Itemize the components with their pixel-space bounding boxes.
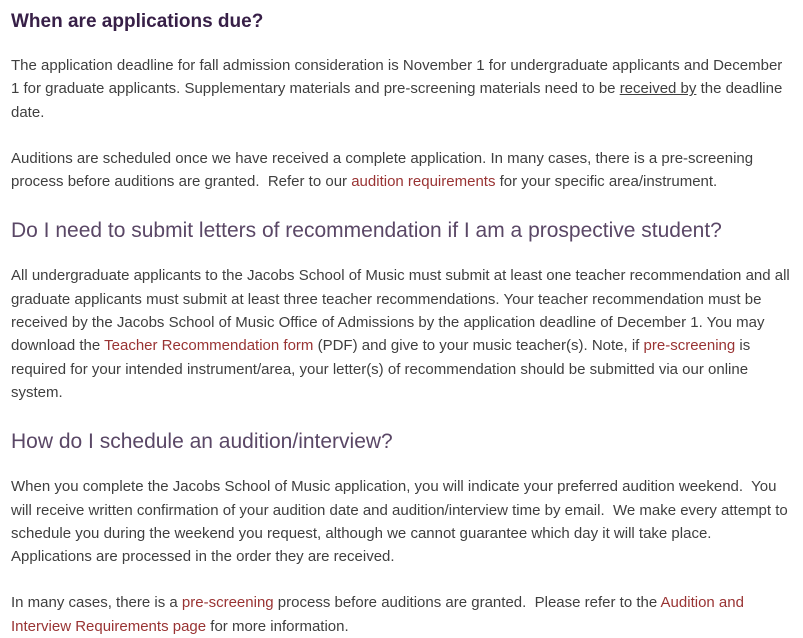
paragraph-schedule [11, 475, 792, 568]
prescreening-text-3: for more information. [206, 617, 349, 635]
deadline-text-2: the deadline date. [11, 80, 787, 121]
auditions-text-2: for your specific area/instrument. [495, 173, 718, 191]
faq-heading-schedule-audition: How do I schedule an audition/interview? [11, 430, 393, 454]
deadline-text-1: The application deadline for fall admission consideration is November 1 for undergraduate applicants and December 1 for graduate applicants. Supplementary materials and pre-screening materials need to be [11, 57, 787, 98]
schedule-text-1: When you complete the Jacobs School of Music application, you will indicate your preferred audition weekend. You will receive written confirmation of your audition date and audition/interview time by email. We make every attempt to schedule you during the weekend you request, although we cannot guarantee which day it will take place. Applications are processed in the order they are received. [11, 478, 792, 566]
faq-heading-letters-of-recommendation: Do I need to submit letters of recommendation if I am a prospective student? [11, 219, 722, 243]
recommendation-text-2: (PDF) and give to your music teacher(s). Note, if [313, 337, 644, 355]
paragraph-recommendation [11, 264, 792, 404]
pre-screening-link-2[interactable]: pre-screening [181, 594, 274, 612]
recommendation-text-1: All undergraduate applicants to the Jacobs School of Music must submit at least one teacher recommendation and all graduate applicants must submit at least three teacher recommendations. Your teacher recommendation must be received by the Jacobs School of Music Office of Admissions by the application deadline of December 1. You may download the [11, 267, 794, 355]
paragraph-auditions [11, 147, 792, 194]
audition-requirements-link[interactable]: audition requirements [351, 173, 496, 191]
faq-heading-applications-due: When are applications due? [11, 11, 264, 32]
paragraph-deadline [11, 54, 792, 124]
pre-screening-link-1[interactable]: pre-screening [643, 337, 736, 355]
recommendation-text-3: is required for your intended instrument/area, your letter(s) of recommendation should be submitted via our online system. [11, 337, 755, 401]
paragraph-prescreening [11, 591, 792, 638]
prescreening-text-2: process before auditions are granted. Please refer to the [273, 594, 661, 612]
received-by-underlined-text: received by [619, 80, 697, 98]
auditions-text-1: Auditions are scheduled once we have received a complete application. In many cases, there is a pre-screening process before auditions are granted. Refer to our [11, 149, 758, 191]
teacher-recommendation-form-link[interactable]: Teacher Recommendation form [104, 337, 314, 355]
prescreening-text-1: In many cases, there is a [11, 594, 182, 612]
audition-interview-requirements-page-link[interactable]: Audition and Interview Requirements page [11, 594, 749, 635]
